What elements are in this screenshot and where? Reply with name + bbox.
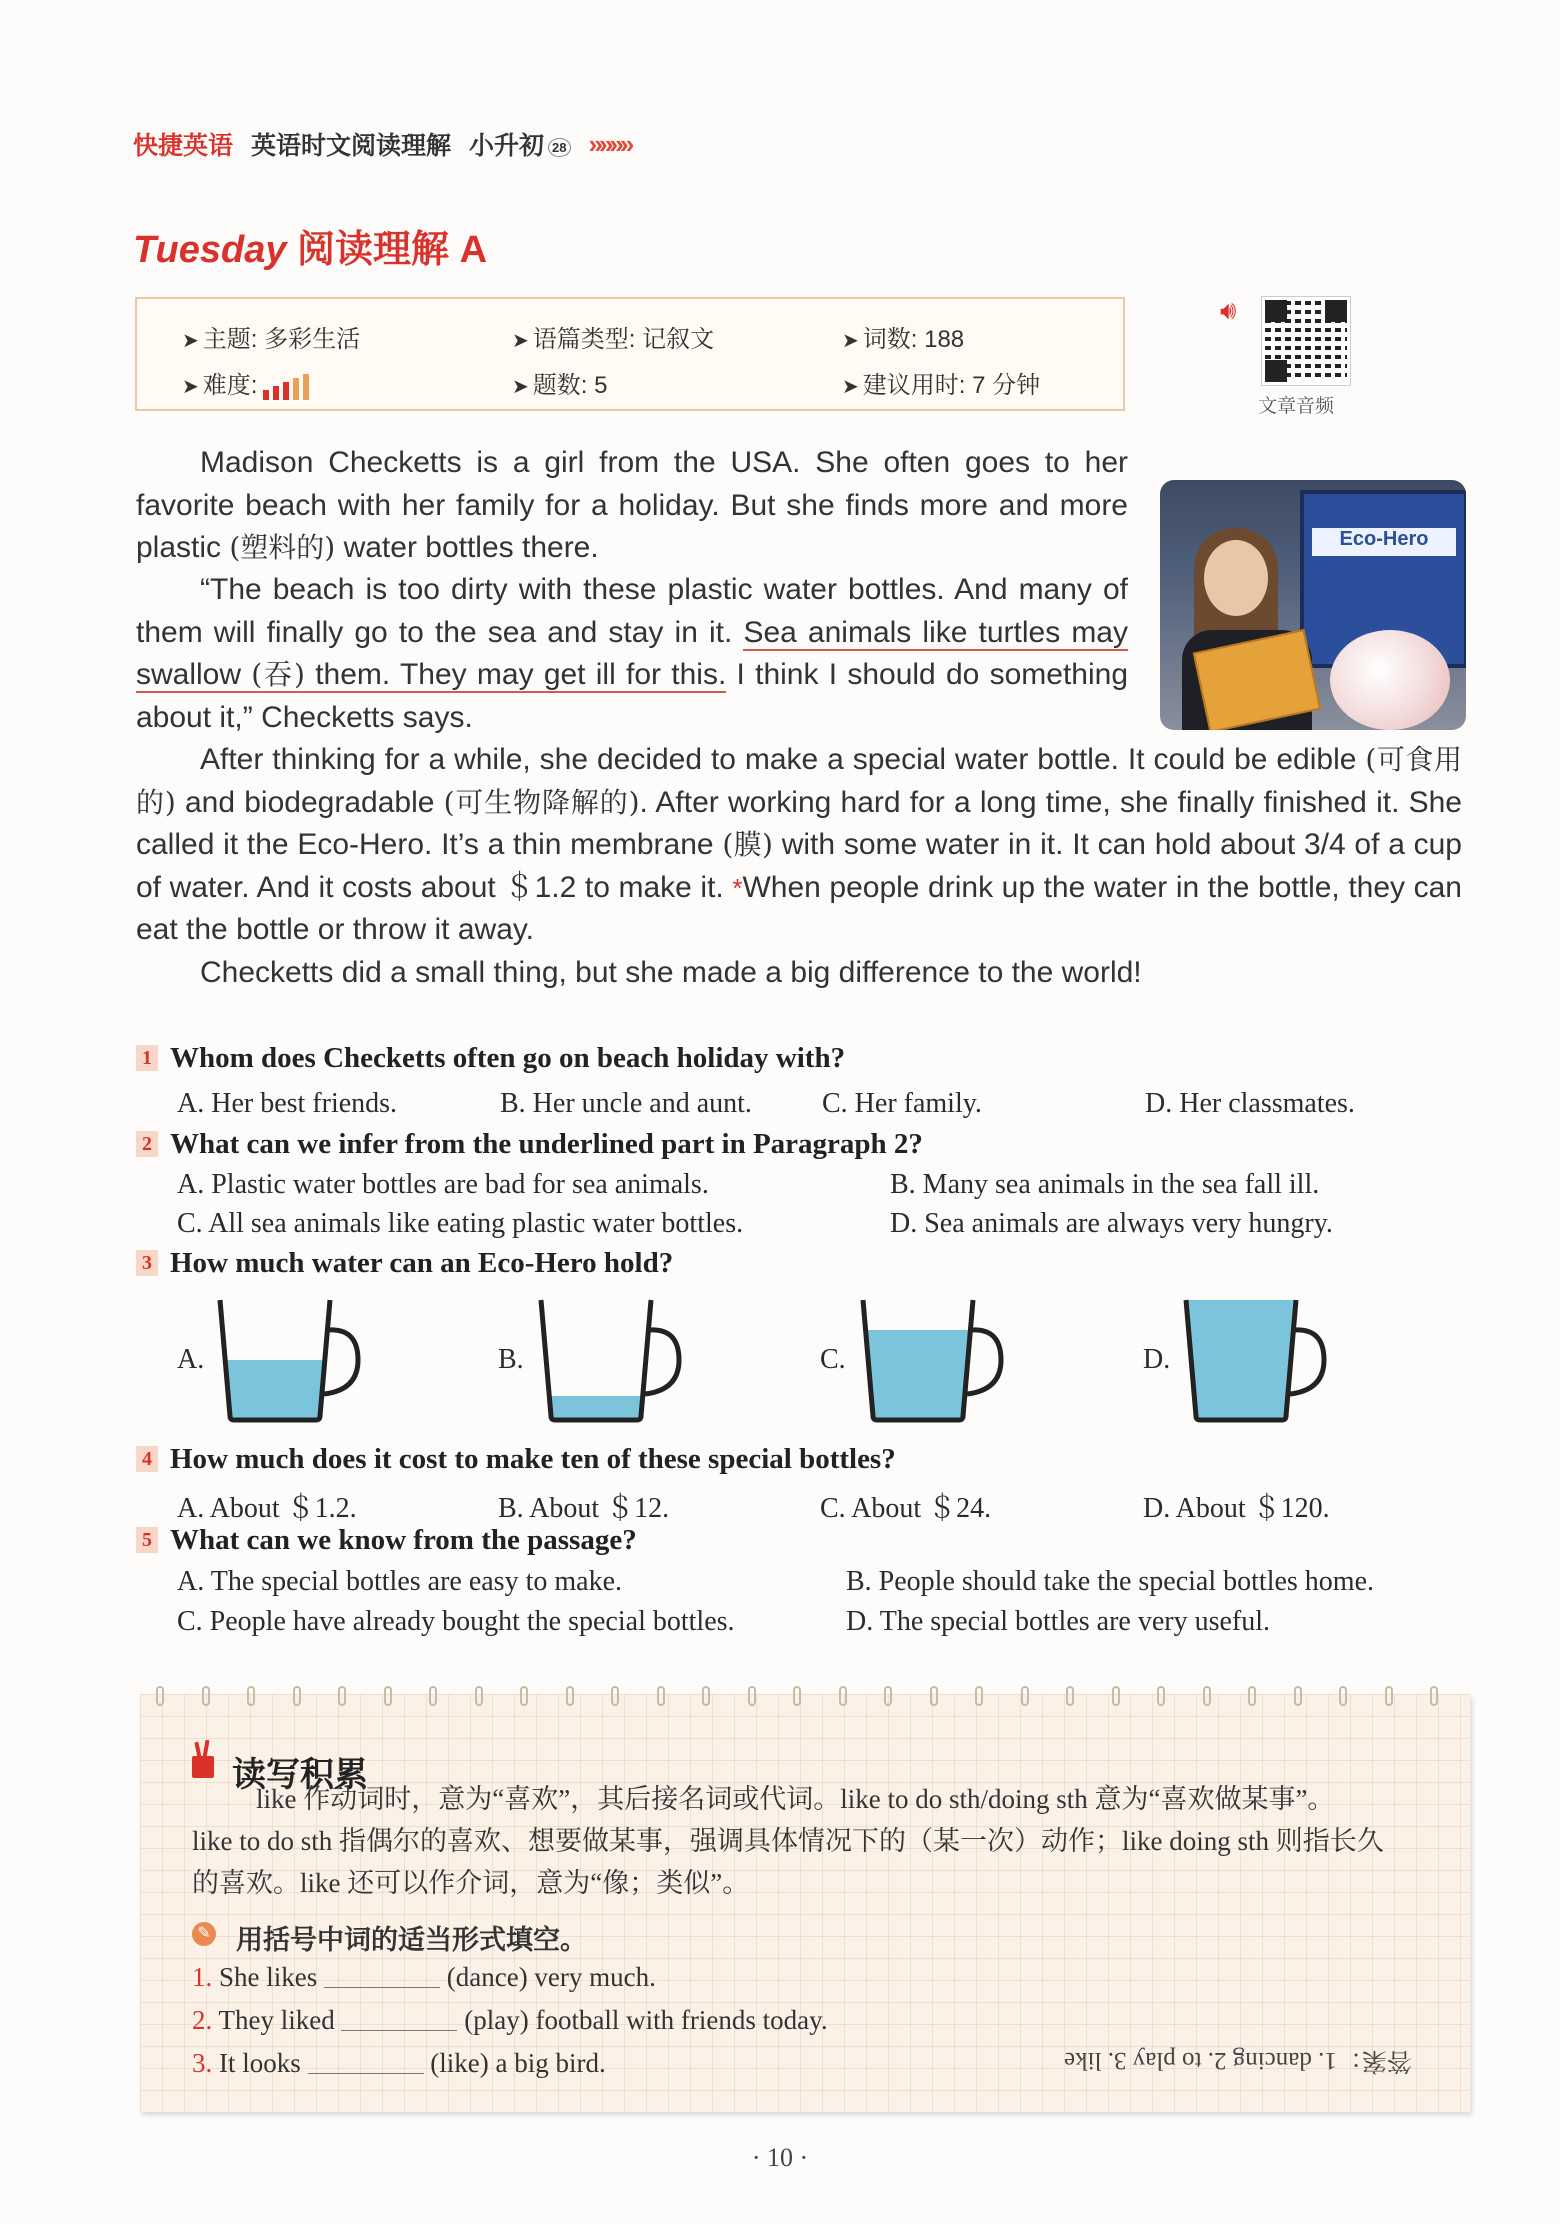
- q3-option-b[interactable]: B.: [498, 1344, 524, 1375]
- arrow-right-icon: ➤: [512, 330, 529, 352]
- question-3: [136, 1247, 673, 1280]
- cup-water: [866, 1330, 971, 1420]
- question-number: 5: [136, 1527, 158, 1553]
- exercise-2: [192, 2005, 828, 2036]
- q2-option-b[interactable]: B. Many sea animals in the sea fall ill.: [890, 1169, 1320, 1200]
- p3-text-c: . After working hard for a long time, she finally finished it. She called it the Eco-Hero. It’s a thin membrane: [136, 785, 1462, 861]
- exercise-1: [192, 1962, 656, 1993]
- pen-cup-icon: [190, 1740, 218, 1780]
- exercise-number: 2.: [192, 2005, 213, 2035]
- cup-option-a[interactable]: [212, 1290, 362, 1430]
- info-words-value: 188: [924, 326, 965, 353]
- p1-gloss: (塑料的): [229, 531, 336, 564]
- p1-text-a: Madison Checketts is a girl from the USA. She often goes to her favorite beach with her family for a holiday. But she finds more and more plastic: [136, 446, 1128, 564]
- accumulation-title: 读写积累: [232, 1756, 368, 1794]
- passage-paragraph-1: [136, 442, 1128, 570]
- section-title: [133, 218, 487, 273]
- arrow-right-icon: ➤: [182, 330, 199, 352]
- exercise-hint: (play) football with friends today.: [457, 2005, 828, 2035]
- info-difficulty-label: 难度:: [202, 372, 258, 399]
- info-genre: [512, 319, 714, 354]
- audio-label: 文章音频: [1258, 396, 1335, 417]
- q4-option-d[interactable]: D. About ＄120.: [1143, 1493, 1330, 1524]
- q1-option-a[interactable]: A. Her best friends.: [177, 1088, 398, 1119]
- question-2: [136, 1128, 923, 1161]
- info-time: [842, 365, 1040, 400]
- arrow-right-icon: ➤: [182, 376, 199, 398]
- photo-girl-eco-hero: [1160, 480, 1466, 730]
- info-genre-label: 语篇类型:: [532, 326, 636, 353]
- info-questions-value: 5: [594, 372, 608, 399]
- cup-option-c[interactable]: [855, 1290, 1005, 1430]
- q1-option-c[interactable]: C. Her family.: [822, 1088, 982, 1119]
- brand-name: 快捷英语: [133, 132, 234, 160]
- cup-option-d[interactable]: [1178, 1290, 1328, 1430]
- p3-gloss-2: (可生物降解的): [443, 785, 640, 819]
- p2-text-a: “The beach is too dirty with these plastic water bottles. And many of them will finally go to the sea and stay in it.: [136, 573, 1128, 649]
- q2-option-d[interactable]: D. Sea animals are always very hungry.: [890, 1208, 1333, 1239]
- level-label: [469, 126, 570, 162]
- section-day: Tuesday: [133, 229, 287, 271]
- board-title: Eco-Hero: [1312, 528, 1456, 556]
- page-number: · 10 ·: [751, 2143, 809, 2172]
- q1-option-d[interactable]: D. Her classmates.: [1145, 1088, 1355, 1119]
- difficulty-bar-filled: [283, 382, 289, 400]
- q4-option-a[interactable]: A. About ＄1.2.: [177, 1493, 357, 1524]
- info-genre-value: 记叙文: [642, 326, 715, 353]
- level-text: 小升初: [469, 132, 545, 160]
- arrow-right-icon: ➤: [512, 376, 529, 398]
- question-number: 4: [136, 1446, 158, 1472]
- info-questions: [512, 365, 607, 400]
- difficulty-bar-filled: [273, 386, 279, 400]
- exercise-text: It looks: [212, 2048, 308, 2078]
- info-time-label: 建议用时:: [862, 372, 966, 399]
- difficulty-bar-empty: [293, 378, 299, 400]
- p3-text-d: with some water in it. It can hold about 3/4 of a cup of water. And it costs about ＄1.2 to make it.: [136, 828, 1462, 904]
- p1-text-b: water bottles there.: [335, 531, 599, 564]
- p3-text-e: When people drink up the water in the bottle, they can eat the bottle or throw it away.: [136, 870, 1462, 946]
- p4-text: Checketts did a small thing, but she made a big difference to the world!: [200, 956, 1142, 989]
- exercise-hint: (dance) very much.: [440, 1962, 656, 1992]
- accumulation-line-3: 的喜欢。like 还可以作介词，意为“像；类似”。: [192, 1868, 750, 1898]
- q3-option-c[interactable]: C.: [820, 1344, 846, 1375]
- cup-water: [225, 1360, 325, 1420]
- question-text: How much does it cost to make ten of these special bottles?: [170, 1443, 896, 1475]
- series-name: 英语时文阅读理解: [251, 132, 452, 160]
- info-words: [842, 319, 964, 354]
- section-name: 阅读理解 A: [297, 229, 488, 271]
- info-questions-label: 题数:: [532, 372, 588, 399]
- level-number: 28: [548, 138, 570, 157]
- pencil-icon: ✎: [192, 1922, 216, 1946]
- info-topic-label: 主题:: [202, 326, 258, 353]
- q5-option-b[interactable]: B. People should take the special bottles home.: [846, 1566, 1375, 1597]
- exercise-hint: (like) a big bird.: [423, 2048, 606, 2078]
- info-difficulty: [182, 365, 309, 400]
- p3-text-b: and biodegradable: [175, 785, 444, 819]
- p2-gloss: (吞): [251, 658, 305, 691]
- question-5: [136, 1524, 637, 1557]
- exercise-number: 3.: [192, 2048, 213, 2078]
- cup-water: [1186, 1300, 1296, 1420]
- question-text: Whom does Checketts often go on beach holiday with?: [170, 1042, 846, 1074]
- q2-option-a[interactable]: A. Plastic water bottles are bad for sea animals.: [177, 1169, 709, 1200]
- question-number: 2: [136, 1131, 158, 1157]
- q4-option-c[interactable]: C. About ＄24.: [820, 1493, 992, 1524]
- exercise-3: [192, 2048, 606, 2079]
- chevrons-icon: »»»»: [588, 128, 631, 159]
- answer-blank[interactable]: [324, 1987, 440, 1988]
- accumulation-line-1: like 作动词时，意为“喜欢”，其后接名词或代词。like to do sth/doing sth 意为“喜欢做某事”。: [256, 1784, 1335, 1814]
- question-4: [136, 1443, 896, 1476]
- star-mark: *: [732, 872, 743, 903]
- exercise-heading: 用括号中词的适当形式填空。: [236, 1925, 587, 1955]
- upside-down-answer: 答案：1. dancing 2. to play 3. like: [1064, 2047, 1412, 2074]
- question-1: [136, 1042, 845, 1075]
- info-box: [135, 297, 1125, 411]
- q2-option-c[interactable]: C. All sea animals like eating plastic water bottles.: [177, 1208, 744, 1239]
- q3-option-a[interactable]: A.: [177, 1344, 205, 1375]
- q5-option-a[interactable]: A. The special bottles are easy to make.: [177, 1566, 622, 1597]
- exercise-text: She likes: [212, 1962, 324, 1992]
- info-topic-value: 多彩生活: [264, 326, 361, 353]
- p3-gloss-1: (可食用的): [136, 743, 1462, 819]
- question-text: What can we infer from the underlined part in Paragraph 2?: [170, 1128, 923, 1160]
- difficulty-bar-filled: [263, 390, 269, 400]
- passage-paragraph-2: [136, 569, 1128, 739]
- cup-option-b[interactable]: [533, 1290, 683, 1430]
- question-number: 3: [136, 1250, 158, 1276]
- info-words-label: 词数:: [862, 326, 918, 353]
- q4-option-b[interactable]: B. About ＄12.: [498, 1493, 670, 1524]
- p3-text-a: After thinking for a while, she decided to make a special water bottle. It could be edible: [200, 743, 1366, 776]
- arrow-right-icon: ➤: [842, 330, 859, 352]
- arrow-right-icon: ➤: [842, 376, 859, 398]
- question-text: How much water can an Eco-Hero hold?: [170, 1247, 674, 1279]
- p2-text-b: I think I should do something about it,” Checketts says.: [136, 658, 1129, 734]
- q3-option-d[interactable]: D.: [1143, 1344, 1171, 1375]
- accumulation-line-2: like to do sth 指偶尔的喜欢、想要做某事，强调具体情况下的（某一次）动作；like doing sth 则指长久: [192, 1826, 1384, 1856]
- q5-option-c[interactable]: C. People have already bought the special bottles.: [177, 1606, 735, 1637]
- question-number: 1: [136, 1045, 158, 1071]
- passage-paragraph-4: [136, 952, 1462, 995]
- p2-underline-b: them. They may get ill for this.: [304, 658, 727, 691]
- q1-option-b[interactable]: B. Her uncle and aunt.: [500, 1088, 752, 1119]
- page-header: [133, 124, 630, 164]
- p3-gloss-3: (膜): [722, 828, 773, 861]
- exercise-text: They liked: [212, 2005, 342, 2035]
- q5-option-d[interactable]: D. The special bottles are very useful.: [846, 1606, 1271, 1637]
- answer-blank[interactable]: [308, 2073, 424, 2074]
- info-time-value: 7 分钟: [972, 372, 1041, 399]
- p2-underline-a: Sea animals like turtles may swallow: [136, 615, 1128, 691]
- speaker-icon[interactable]: 🔊︎: [1220, 296, 1237, 325]
- info-topic: [182, 319, 360, 354]
- qr-code[interactable]: [1262, 297, 1350, 385]
- difficulty-bars: [263, 374, 309, 400]
- difficulty-bar-empty: [303, 374, 309, 400]
- answer-blank[interactable]: [341, 2030, 457, 2031]
- question-text: What can we know from the passage?: [170, 1524, 637, 1556]
- passage-paragraph-3: [136, 739, 1462, 952]
- exercise-number: 1.: [192, 1962, 213, 1992]
- cup-water: [549, 1396, 643, 1420]
